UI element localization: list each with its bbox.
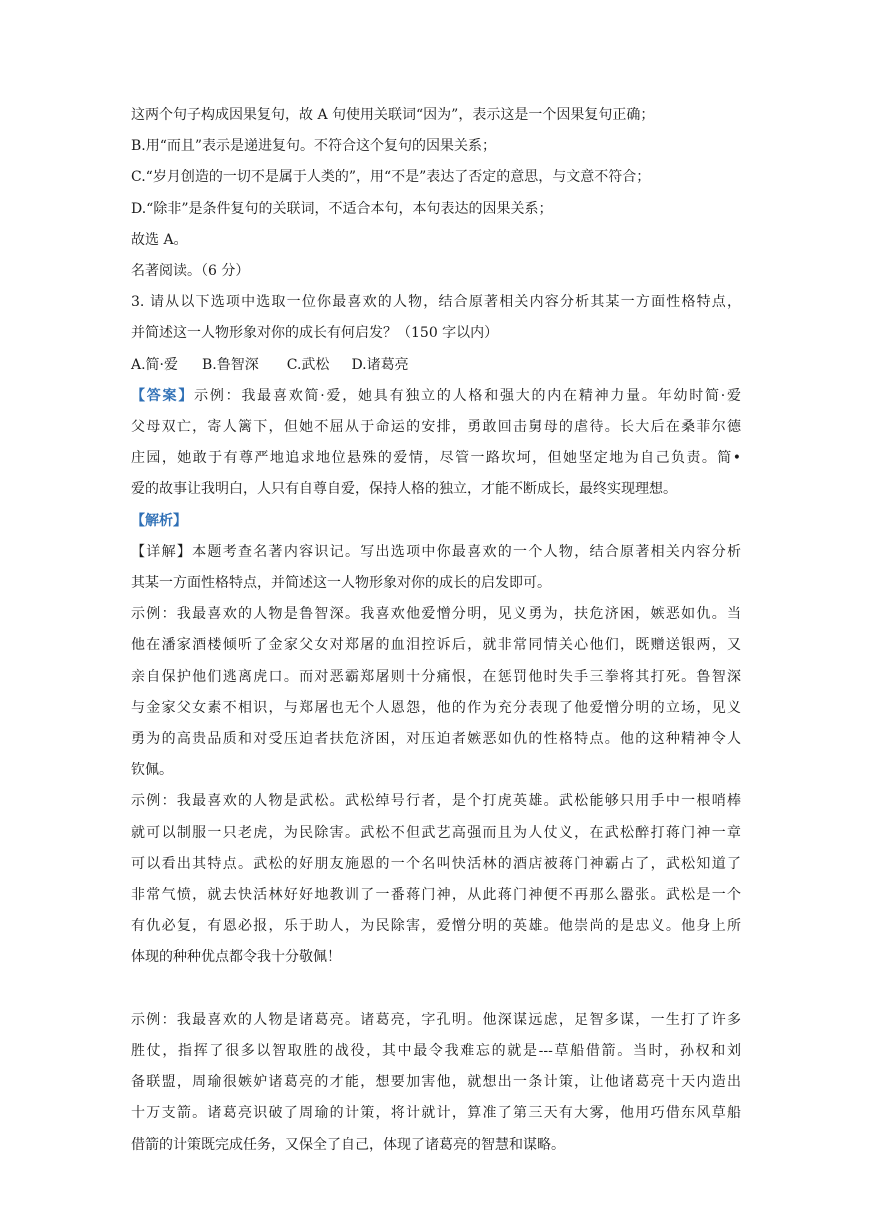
- example-line: 十万支箭。诸葛亮识破了周瑜的计策，将计就计，算准了第三天有大雾，他用巧借东风草船: [131, 1105, 741, 1122]
- question-options: [131, 350, 741, 381]
- detail-tag: 【详解】: [131, 543, 193, 560]
- example-line: 他在潘家酒楼倾听了金家父女对郑屠的血泪控诉后，就非常同情关心他们，既赠送银两，又: [131, 637, 741, 654]
- analysis-tag: 【解析】: [131, 512, 187, 529]
- analysis-line: [131, 506, 741, 537]
- question-text: 并简述这一人物形象对你的成长有何启发？（150 字以内）: [131, 325, 499, 342]
- prev-analysis-line: B.用“而且”表示是递进复句。不符合这个复句的因果关系；: [131, 138, 497, 155]
- example-line: 可以看出其特点。武松的好朋友施恩的一个名叫快活林的酒店被蒋门神霸占了，武松知道了: [131, 855, 741, 872]
- option-b: B.鲁智深: [202, 356, 259, 373]
- example-line: 亲自保护他们逃离虎口。而对恶霸郑屠则十分痛恨，在惩罚他时失手三拳将其打死。鲁智深: [131, 668, 741, 685]
- prev-analysis-line: 这两个句子构成因果复句，故 A 句使用关联词“因为”，表示这是一个因果复句正确；: [131, 107, 655, 123]
- blank-line: [131, 974, 741, 1005]
- prev-analysis-line: C.“岁月创造的一切不是属于人类的”，用“不是”表达了否定的意思，与文意不符合；: [131, 169, 651, 186]
- answer-line: [131, 381, 741, 412]
- prev-analysis-line: D.“除非”是条件复句的关联词，不适合本句，本句表达的因果关系；: [131, 200, 553, 217]
- detail-line: 其某一方面性格特点，并简述这一人物形象对你的成长的启发即可。: [131, 575, 551, 592]
- prev-analysis-line: 故选 A。: [131, 231, 188, 248]
- example-line: 胜仗，指挥了很多以智取胜的战役，其中最令我难忘的就是---草船借箭。当时，孙权和刘: [131, 1042, 741, 1059]
- example-line: 备联盟，周瑜很嫉妒诸葛亮的才能，想要加害他，就想出一条计策，让他诸葛亮十天内造出: [131, 1074, 741, 1091]
- example-line: 示例：我最喜欢的人物是诸葛亮。诸葛亮，字孔明。他深谋远虑，足智多谋，一生打了许多: [131, 1011, 741, 1028]
- answer-tag: 【答案】: [131, 387, 195, 404]
- example-line: 示例：我最喜欢的人物是鲁智深。我喜欢他爱憎分明，见义勇为，扶危济困，嫉恶如仇。当: [131, 606, 741, 623]
- example-line: 示例：我最喜欢的人物是武松。武松绰号行者，是个打虎英雄。武松能够只用手中一根哨棒: [131, 793, 741, 810]
- answer-text: 示例：我最喜欢简·爱，她具有独立的人格和强大的内在精神力量。年幼时简·爱: [194, 387, 741, 404]
- option-d: D.诸葛亮: [351, 356, 409, 373]
- option-a: A.简·爱: [131, 356, 179, 373]
- option-c: C.武松: [286, 356, 330, 373]
- example-line: 就可以制服一只老虎，为民除害。武松不但武艺高强而且为人仗义，在武松醉打蒋门神一章: [131, 824, 741, 841]
- example-line: 非常气愤，就去快活林好好地教训了一番蒋门神，从此蒋门神便不再那么嚣张。武松是一个: [131, 887, 741, 904]
- answer-line: 爱的故事让我明白，人只有自尊自爱，保持人格的独立，才能不断成长，最终实现理想。: [131, 481, 677, 498]
- question-text: 3. 请从以下选项中选取一位你最喜欢的人物，结合原著相关内容分析其某一方面性格特点，: [131, 294, 741, 311]
- example-line: 钦佩。: [131, 762, 173, 779]
- example-line: 有仇必复，有恩必报，乐于助人，为民除害，爱憎分明的英雄。他崇尚的是忠义。他身上所: [131, 918, 741, 935]
- example-line: 勇为的高贵品质和对受压迫者扶危济困，对压迫者嫉恶如仇的性格特点。他的这种精神令人: [131, 731, 741, 748]
- answer-line: 庄园，她敢于有尊严地追求地位悬殊的爱情，尽管一路坎坷，但她坚定地为自己负责。简•: [131, 450, 741, 467]
- example-line: 借箭的计策既完成任务，又保全了自己，体现了诸葛亮的智慧和谋略。: [131, 1136, 565, 1153]
- answer-line: 父母双亡，寄人篱下，但她不屈从于命运的安排，勇敢回击舅母的虐待。长大后在桑菲尔德: [131, 419, 741, 436]
- example-line: 与金家父女素不相识，与郑屠也无个人恩怨，他的作为充分表现了他爱憎分明的立场，见义: [131, 699, 741, 716]
- document-page: [131, 100, 741, 1161]
- detail-line: [131, 537, 741, 568]
- section-title: 名著阅读。（6 分）: [131, 263, 250, 280]
- detail-text: 本题考查名著内容识记。写出选项中你最喜欢的一个人物，结合原著相关内容分析: [192, 543, 742, 560]
- example-line: 体现的种种优点都令我十分敬佩！: [131, 949, 341, 966]
